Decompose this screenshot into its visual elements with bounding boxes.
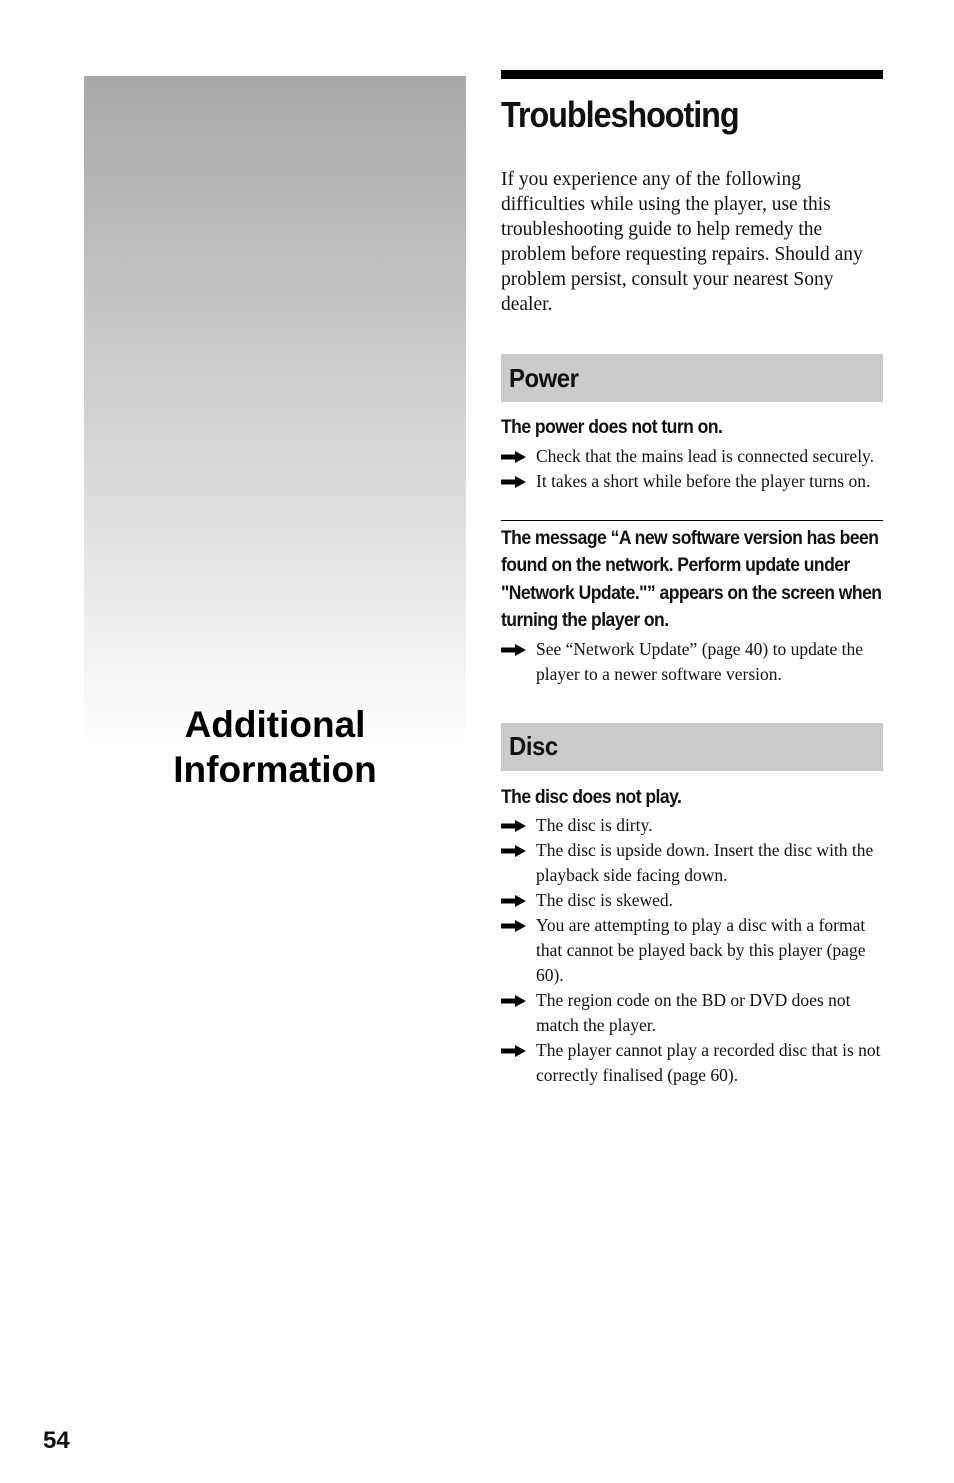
answer-text: The disc is skewed. (536, 890, 674, 910)
problem-question (501, 414, 883, 442)
arrow-right-icon (501, 1045, 526, 1057)
problem-question-text: The disc does not play. (501, 785, 682, 808)
arrow-right-icon (501, 451, 526, 463)
section-tab-gradient (84, 76, 466, 746)
page-number: 54 (43, 1427, 70, 1454)
title-rule (501, 70, 883, 79)
section-tab-title (84, 702, 466, 792)
arrow-right-icon (501, 476, 526, 488)
arrow-right-icon (501, 920, 526, 932)
answer-text: See “Network Update” (page 40) to update the player to a newer software version. (536, 638, 864, 684)
answer-text: You are attempting to play a disc with a format that cannot be played back by this player (page 60). (536, 915, 866, 985)
arrow-right-icon (501, 995, 526, 1007)
answer-text: The player cannot play a recorded disc that is not correctly finalised (page 60). (536, 1040, 881, 1085)
main-column (501, 70, 883, 1088)
answer-item (501, 444, 883, 469)
answer-item (501, 1038, 883, 1088)
answer-item (501, 838, 883, 888)
arrow-right-icon (501, 820, 526, 832)
problem-divider (501, 520, 883, 521)
answer-text: The disc is dirty. (536, 815, 653, 835)
section-heading-power (501, 354, 883, 402)
page-title: Troubleshooting (501, 94, 739, 135)
problem-question (501, 784, 883, 812)
problem-question-text: The power does not turn on. (501, 416, 723, 438)
section-heading-disc (501, 723, 883, 771)
answer-list (501, 444, 883, 494)
answer-item (501, 637, 883, 687)
arrow-right-icon (501, 644, 526, 656)
answer-item (501, 913, 883, 988)
answer-text: Check that the mains lead is connected securely. (536, 445, 875, 466)
arrow-right-icon (501, 895, 526, 907)
answer-item (501, 988, 883, 1038)
section-tab-title-line1: Additional (184, 704, 366, 745)
answer-item (501, 469, 883, 494)
section-heading-power-label: Power (509, 362, 579, 393)
arrow-right-icon (501, 845, 526, 857)
answer-list (501, 813, 883, 1088)
problem-question (501, 525, 883, 635)
intro-paragraph: If you experience any of the following difficulties while using the player, use this troubleshooting guide to help remedy the problem before requesting repairs. Should any problem persist, consult your nearest Sony dealer. (501, 169, 863, 315)
answer-item (501, 813, 883, 838)
answer-text: The disc is upside down. Insert the disc with the playback side facing down. (536, 840, 874, 885)
section-tab-title-line2: Information (173, 749, 377, 790)
answer-text: The region code on the BD or DVD does not match the player. (536, 990, 851, 1035)
problem-question-text: The message “A new software version has been found on the network. Perform update under "Network Update."” appears on the screen when turning the player on. (501, 526, 882, 631)
answer-list (501, 637, 883, 687)
answer-item (501, 888, 883, 913)
section-heading-disc-label: Disc (509, 731, 558, 761)
answer-text: It takes a short while before the player turns on. (536, 470, 871, 491)
